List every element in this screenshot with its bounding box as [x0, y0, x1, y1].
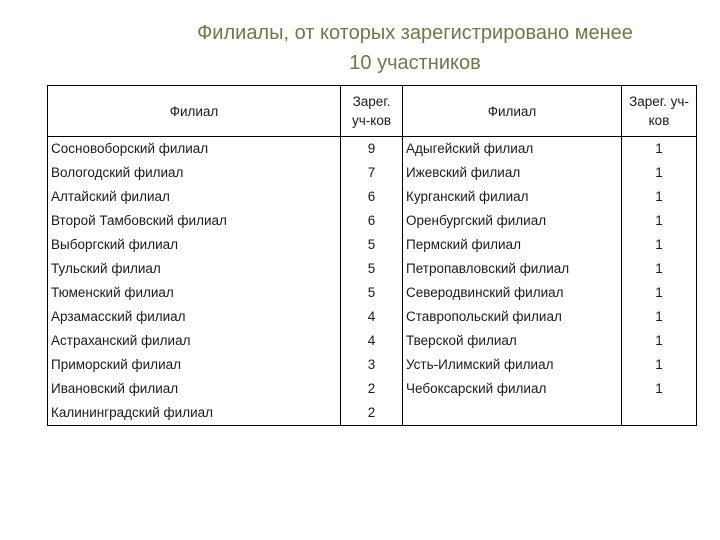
- right-count-cell: 1: [622, 209, 697, 233]
- table-row: [48, 281, 697, 305]
- table-row: [48, 209, 697, 233]
- table-row: [48, 329, 697, 353]
- right-count-cell: 1: [622, 161, 697, 185]
- table-row: [48, 185, 697, 209]
- header-branch-right: Филиал: [403, 86, 622, 137]
- left-count-cell: 5: [341, 233, 403, 257]
- right-branch-cell: Оренбургский филиал: [403, 209, 622, 233]
- left-count-cell: 9: [341, 137, 403, 162]
- header-count-left: [341, 86, 403, 137]
- header-count-right-line-2: ков: [648, 113, 670, 128]
- right-count-cell: 1: [622, 281, 697, 305]
- left-branch-cell: Вологодский филиал: [48, 161, 341, 185]
- table-row: [48, 257, 697, 281]
- right-branch-cell: Ставропольский филиал: [403, 305, 622, 329]
- table-row: [48, 137, 697, 162]
- header-count-right-line-1: Зарег. уч-: [629, 94, 689, 109]
- page-title: [160, 18, 670, 78]
- right-branch-cell: Усть-Илимский филиал: [403, 353, 622, 377]
- right-branch-cell: Курганский филиал: [403, 185, 622, 209]
- header-count-left-line-1: Зарег.: [352, 94, 391, 109]
- table-row: [48, 161, 697, 185]
- left-count-cell: 7: [341, 161, 403, 185]
- right-count-cell: 1: [622, 377, 697, 401]
- left-count-cell: 5: [341, 257, 403, 281]
- left-count-cell: 2: [341, 377, 403, 401]
- right-branch-cell: Северодвинский филиал: [403, 281, 622, 305]
- right-branch-cell: Адыгейский филиал: [403, 137, 622, 162]
- table-row: [48, 353, 697, 377]
- right-count-cell: 1: [622, 185, 697, 209]
- right-count-cell: [622, 401, 697, 426]
- left-branch-cell: Алтайский филиал: [48, 185, 341, 209]
- left-branch-cell: Арзамасский филиал: [48, 305, 341, 329]
- left-count-cell: 4: [341, 305, 403, 329]
- right-branch-cell: Чебоксарский филиал: [403, 377, 622, 401]
- left-branch-cell: Приморский филиал: [48, 353, 341, 377]
- left-branch-cell: Калининградский филиал: [48, 401, 341, 426]
- left-branch-cell: Тульский филиал: [48, 257, 341, 281]
- left-branch-cell: Астраханский филиал: [48, 329, 341, 353]
- header-count-right: [622, 86, 697, 137]
- right-count-cell: 1: [622, 329, 697, 353]
- left-branch-cell: Сосновоборский филиал: [48, 137, 341, 162]
- left-count-cell: 4: [341, 329, 403, 353]
- branches-table: [47, 85, 697, 426]
- right-branch-cell: [403, 401, 622, 426]
- right-branch-cell: Тверской филиал: [403, 329, 622, 353]
- page-title-line-1: Филиалы, от которых зарегистрировано менее: [197, 22, 633, 44]
- right-count-cell: 1: [622, 137, 697, 162]
- left-count-cell: 6: [341, 185, 403, 209]
- left-branch-cell: Выборгский филиал: [48, 233, 341, 257]
- left-branch-cell: Ивановский филиал: [48, 377, 341, 401]
- table-row: [48, 305, 697, 329]
- right-branch-cell: Ижевский филиал: [403, 161, 622, 185]
- left-count-cell: 6: [341, 209, 403, 233]
- right-count-cell: 1: [622, 305, 697, 329]
- right-branch-cell: Петропавловский филиал: [403, 257, 622, 281]
- table-row: [48, 377, 697, 401]
- left-count-cell: 2: [341, 401, 403, 426]
- page-title-line-2: 10 участников: [349, 52, 481, 74]
- table-row: [48, 233, 697, 257]
- left-branch-cell: Тюменский филиал: [48, 281, 341, 305]
- left-branch-cell: Второй Тамбовский филиал: [48, 209, 341, 233]
- table-header-row: [48, 86, 697, 137]
- right-count-cell: 1: [622, 257, 697, 281]
- right-count-cell: 1: [622, 353, 697, 377]
- header-count-left-line-2: уч-ков: [351, 113, 392, 128]
- header-branch-left: Филиал: [48, 86, 341, 137]
- table-row: [48, 401, 697, 426]
- right-count-cell: 1: [622, 233, 697, 257]
- left-count-cell: 5: [341, 281, 403, 305]
- right-branch-cell: Пермский филиал: [403, 233, 622, 257]
- left-count-cell: 3: [341, 353, 403, 377]
